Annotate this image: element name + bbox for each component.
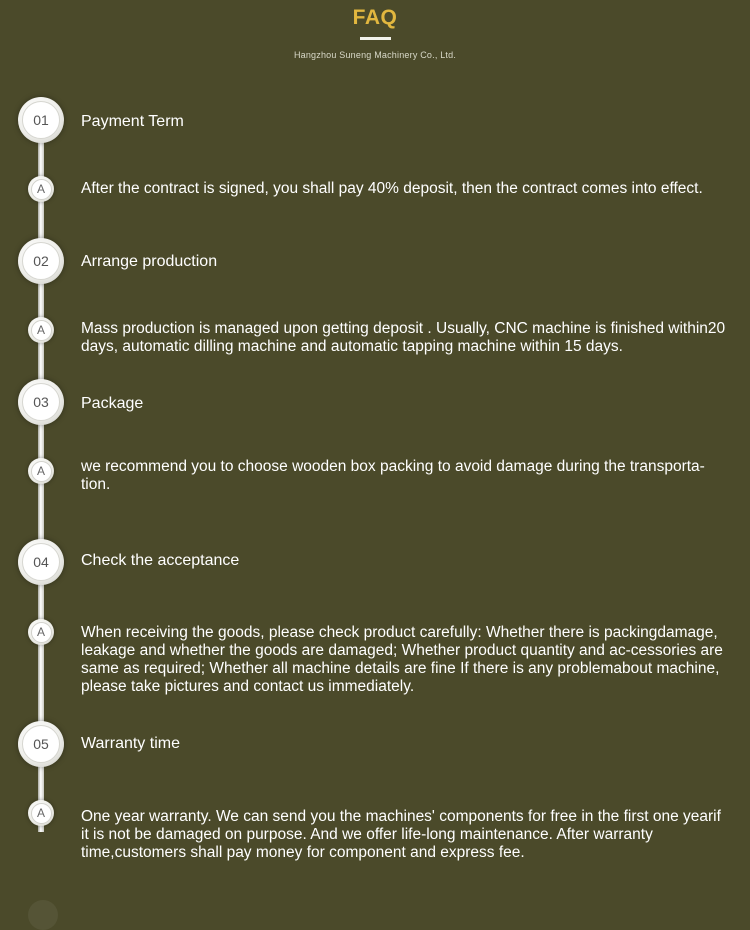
answer-package: we recommend you to choose wooden box packing to avoid damage during the transporta-tion. <box>81 458 705 493</box>
answer-badge <box>28 317 54 343</box>
question-warranty-time: Warranty time <box>81 735 180 752</box>
question-number-badge <box>18 238 64 284</box>
question-payment-term: Payment Term <box>81 113 184 130</box>
answer-arrange-production: Mass production is managed upon getting deposit . Usually, CNC machine is finished within20 days, automatic dilling machine and automatic tapping machine within 15 days. <box>81 320 726 355</box>
question-number-badge <box>18 721 64 767</box>
question-package: Package <box>81 395 144 412</box>
faded-badge <box>28 900 58 930</box>
answer-payment-term: After the contract is signed, you shall pay 40% deposit, then the contract comes into effect. <box>81 180 703 197</box>
company-name: Hangzhou Suneng Machinery Co., Ltd. <box>293 50 457 60</box>
page-title: FAQ <box>352 6 398 29</box>
answer-warranty-time: One year warranty. We can send you the machines' components for free in the first one yearif it is not be damaged on purpose. And we offer life-long maintenance. After warranty time,customers shall pay money for component and express fee. <box>81 808 721 861</box>
answer-marker: A <box>31 803 52 824</box>
answer-badge <box>28 458 54 484</box>
question-number: 02 <box>22 242 60 280</box>
title-underline <box>360 37 391 40</box>
question-number-badge <box>18 539 64 585</box>
answer-marker: A <box>31 179 52 200</box>
question-arrange-production: Arrange production <box>81 253 218 270</box>
question-check-acceptance: Check the acceptance <box>81 552 240 569</box>
question-number: 03 <box>22 383 60 421</box>
question-number: 05 <box>22 725 60 763</box>
question-number: 04 <box>22 543 60 581</box>
answer-marker: A <box>31 320 52 341</box>
question-number-badge <box>18 379 64 425</box>
answer-marker: A <box>31 622 52 643</box>
answer-marker: A <box>31 461 52 482</box>
answer-badge <box>28 176 54 202</box>
question-number: 01 <box>22 101 60 139</box>
question-number-badge <box>18 97 64 143</box>
answer-badge <box>28 619 54 645</box>
answer-badge <box>28 800 54 826</box>
faq-header <box>0 0 750 70</box>
answer-check-acceptance: When receiving the goods, please check product carefully: Whether there is packingdamage, leakage and whether the goods are damaged; Whether product quantity and ac-cessories are same as required; Whether all machine details are fine If there is any problemabout machine, please take pictures and contact us immediately. <box>81 624 723 695</box>
